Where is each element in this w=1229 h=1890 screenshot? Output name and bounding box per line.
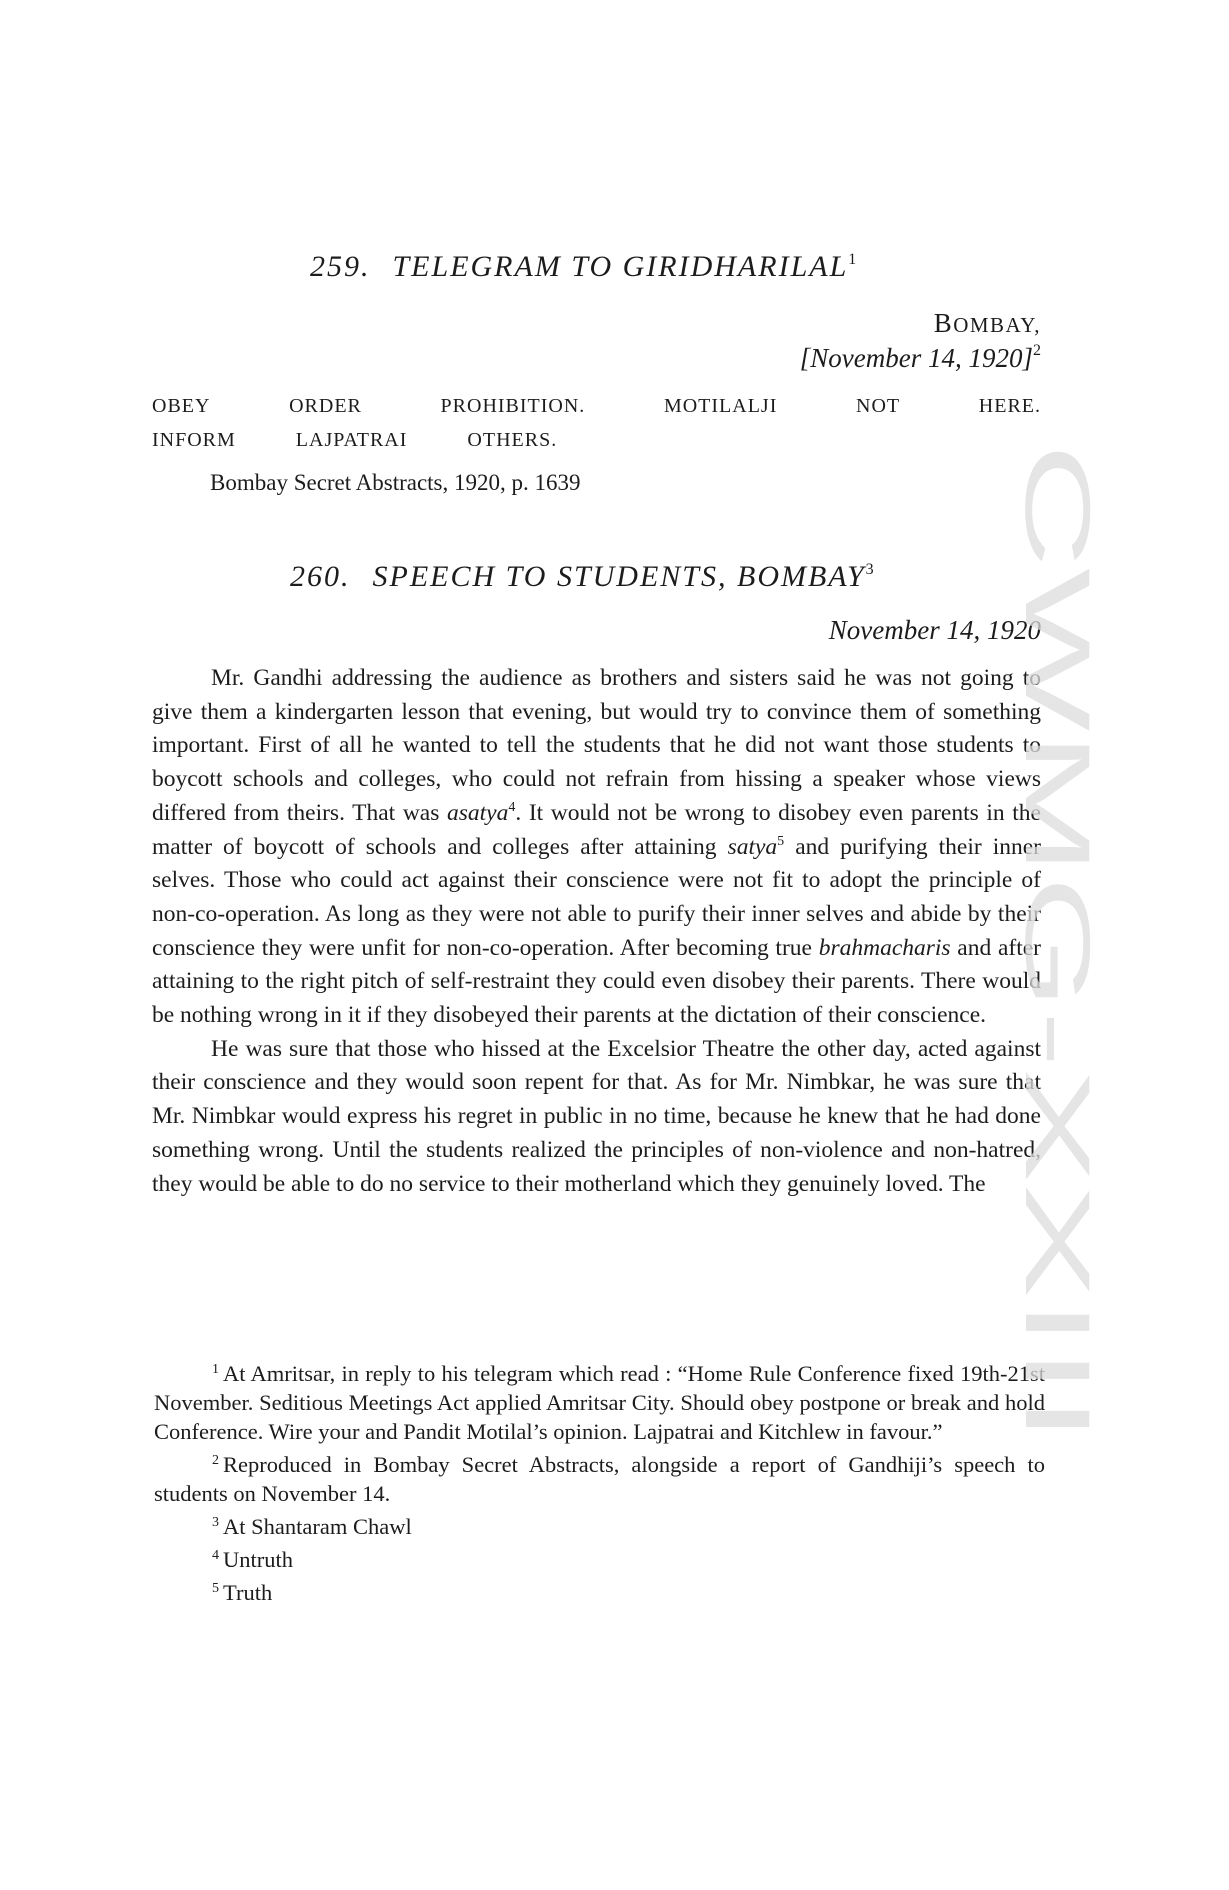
telegram-line-2: INFORM LAJPATRAI OTHERS. xyxy=(152,429,558,451)
source-citation: Bombay Secret Abstracts, 1920, p. 1639 xyxy=(210,470,581,495)
dateline-date-260: November 14, 1920 xyxy=(828,615,1041,645)
footnote-ref-1: 1 xyxy=(848,251,857,268)
heading-260-number: 260. xyxy=(290,560,351,593)
footnote-4: $^4$ Untruth xyxy=(212,1547,293,1572)
footnote-ref-2: 2 xyxy=(1033,342,1041,359)
watermark-text: CWMG-XXIII xyxy=(1018,443,1098,975)
heading-260-title: SPEECH TO STUDENTS, BOMBAY xyxy=(372,560,866,593)
heading-260 xyxy=(290,560,874,594)
footnote-ref-5: 5 xyxy=(777,833,785,849)
dateline-place: BOMBAY, xyxy=(933,308,1041,338)
heading-259-title: TELEGRAM TO GIRIDHARILAL xyxy=(392,250,849,283)
paragraph-2: He was sure that those who hissed at the Excelsior Theatre the other day, acted against their conscience and they would soon repent for that. As for Mr. Nimbkar, he was sure that Mr. Nimbkar would express his regret in public in no time, because he knew that he had done something wrong. Until the students realized the principles of non-violence and non-hatred, they would be able to do no service to their motherland which they genuinely loved. The xyxy=(152,1035,1041,1197)
telegram-line-1: OBEY ORDER PROHIBITION. MOTILALJI NOT HERE. xyxy=(152,395,1041,417)
paragraph-1: Mr. Gandhi addressing the audience as brothers and sisters said he was not going to give them a kindergarten lesson that evening, but would try to convince them of something important. First of all he wanted to tell the students that he did not want those students to boycott schools and colleges, who could not refrain from hissing a speaker whose views differed from theirs. That was asatya$^4$. It would not be wrong to disobey even parents in the matter of boycott of schools and colleges after attaining satya$^5$ and purifying their inner selves. Those who could act against their conscience were not fit to adopt the principle of non-co-operation. As long as they were not able to purify their inner selves and abide by their conscience they were unfit for non-co-operation. After becoming true brahmacharis and after attaining to the right pitch of self-restraint they could even disobey their parents. There would be nothing wrong in it if they disobeyed their parents at the dictation of their conscience. xyxy=(152,665,1041,1029)
footnote-5: $^5$ Truth xyxy=(212,1580,273,1605)
footnote-2: $^2$ Reproduced in Bombay Secret Abstracts, alongside a report of Gandhiji’s speech to students on November 14. xyxy=(154,1452,1045,1506)
footnotes xyxy=(154,1355,1045,1607)
footnote-ref-4: 4 xyxy=(508,799,516,815)
footnote-3: $^3$ At Shantaram Chawl xyxy=(212,1514,412,1539)
speech-body xyxy=(152,662,1041,1201)
dateline-date-259: [November 14, 1920]$^2$ xyxy=(799,342,1041,373)
footnote-ref-3: 3 xyxy=(865,561,874,578)
watermark xyxy=(1018,438,1098,1448)
footnote-1: $^1$ At Amritsar, in reply to his telegram which read : “Home Rule Conference fixed 19th-21st November. Seditious Meetings Act applied Amritsar City. Should obey postpone or break and hold Conference. Wire your and Pandit Motilal’s opinion. Lajpatrai and Kitchlew in favour.” xyxy=(154,1361,1045,1444)
heading-259-number: 259. xyxy=(310,250,371,283)
heading-259 xyxy=(310,250,856,284)
